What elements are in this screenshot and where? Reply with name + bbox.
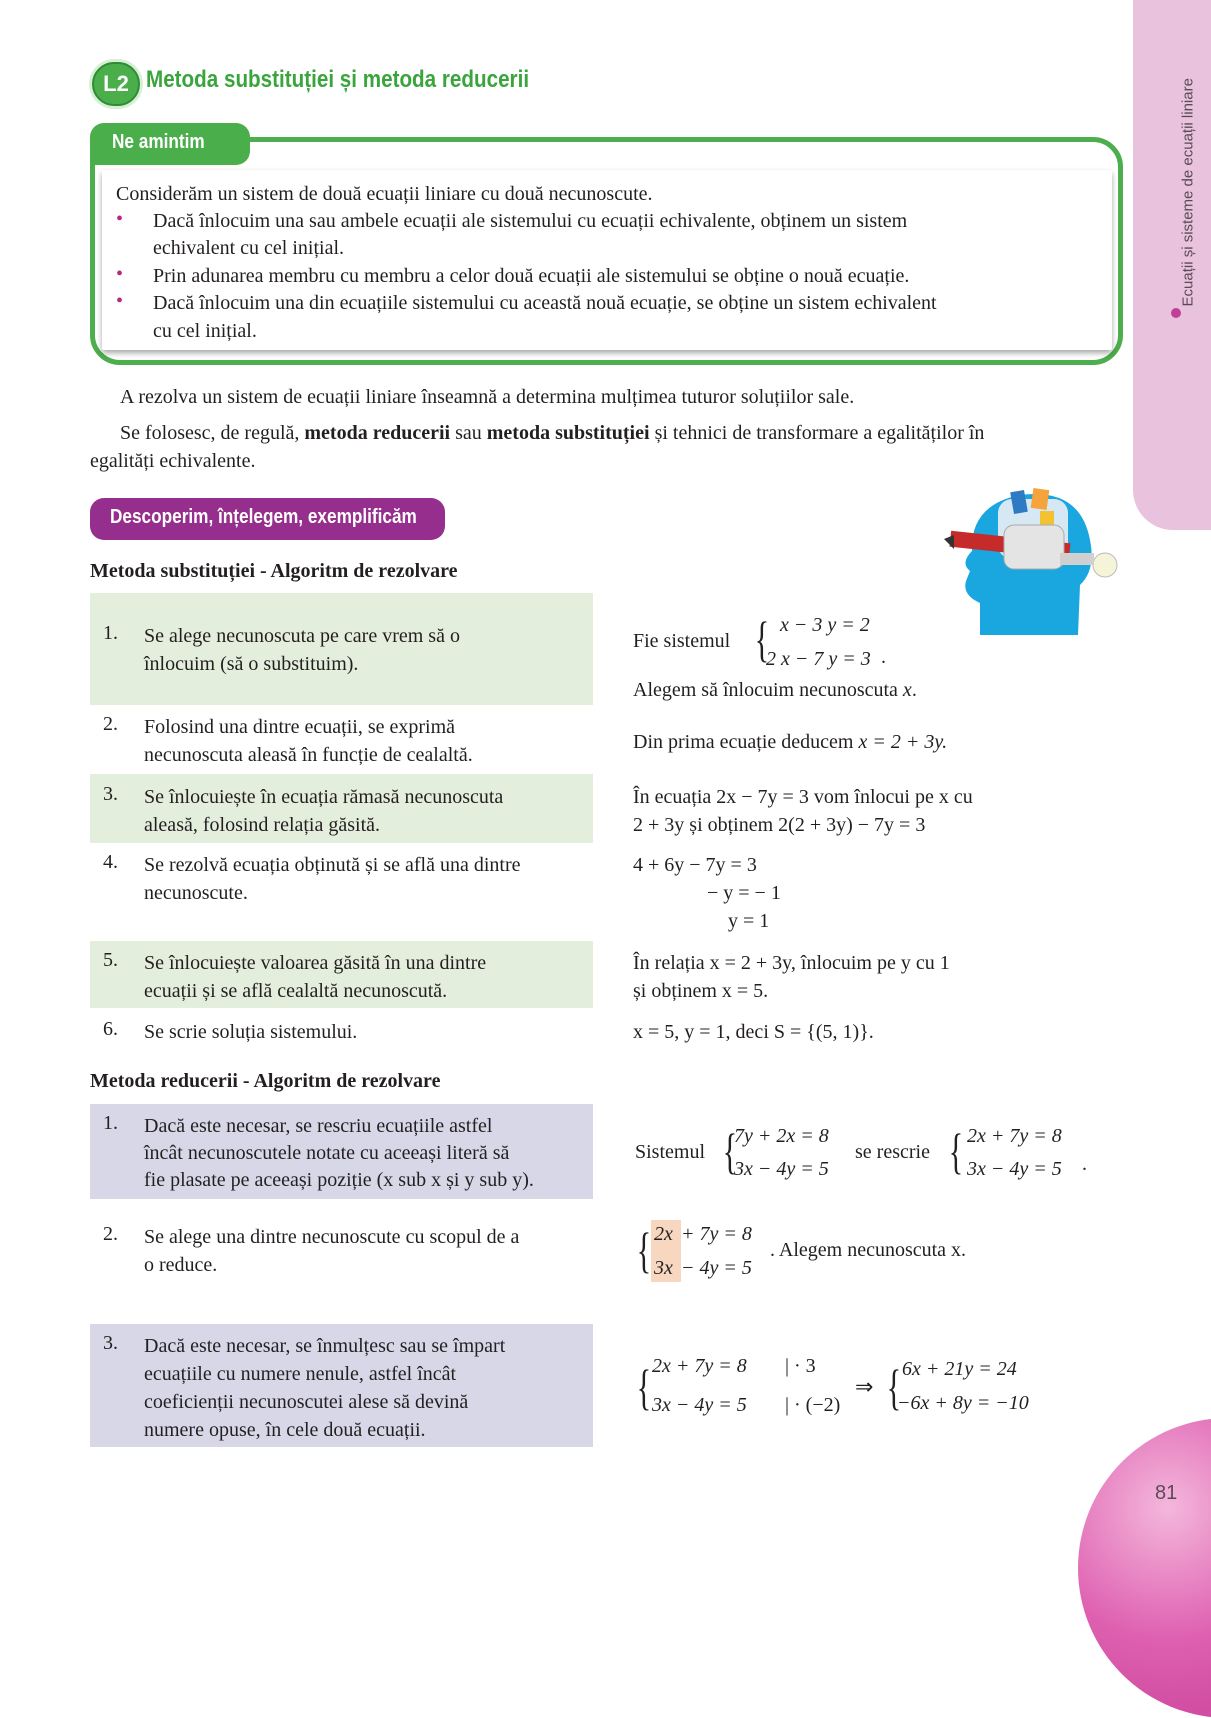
step-number: 6.	[103, 1018, 118, 1040]
bullet-icon: •	[116, 208, 124, 230]
choice-text: . Alegem necunoscuta x.	[770, 1239, 967, 1261]
solution-text: x = 5, y = 1, deci S = {(5, 1)}.	[633, 1021, 874, 1043]
recall-bullet-3-line2: cu cel inițial.	[153, 320, 257, 342]
step-text: coeficienții necunoscutei alese să devină	[144, 1391, 469, 1413]
step-text: Dacă este necesar, se înmulțesc sau se împart	[144, 1335, 506, 1357]
implies-arrow-icon: ⇒	[855, 1374, 874, 1399]
head-pencil-illustration	[940, 485, 1125, 640]
reduction-heading: Metoda reducerii - Algoritm de rezolvare	[90, 1070, 441, 1092]
step-text: Se scrie soluția sistemului.	[144, 1021, 358, 1043]
step-text: numere opuse, în cele două ecuații.	[144, 1419, 426, 1441]
substitution-text: În ecuația 2x − 7y = 3 vom înlocui pe x cu	[633, 786, 973, 808]
punctuation: .	[1082, 1153, 1087, 1175]
brace-icon: {	[886, 1359, 902, 1415]
step-text: aleasă, folosind relația găsită.	[144, 814, 381, 836]
discover-tab: Descoperim, înțelegem, exemplificăm	[90, 498, 445, 540]
step-number: 2.	[103, 1223, 118, 1245]
step-text: ecuațiile cu numere nenule, astfel încât	[144, 1363, 457, 1385]
equation: 2x + 7y = 8	[652, 1355, 747, 1377]
bullet-icon: •	[116, 263, 124, 285]
substitution-heading: Metoda substituției - Algoritm de rezolvare	[90, 560, 458, 582]
equation: 3x − 4y = 5	[734, 1158, 829, 1180]
solve-line: − y = − 1	[707, 882, 781, 904]
equation: − 4y = 5	[681, 1257, 752, 1279]
equation: 3x − 4y = 5	[967, 1158, 1062, 1180]
corner-decoration	[1078, 1418, 1211, 1718]
equation: + 7y = 8	[681, 1223, 752, 1245]
step-text: fie plasate pe aceeași poziție (x sub x și y sub y).	[144, 1169, 534, 1191]
intro-paragraph-1: A rezolva un sistem de ecuații liniare înseamnă a determina mulțimea tuturor soluțiilor sale.	[120, 386, 855, 408]
step-text: Se înlocuiește în ecuația rămasă necunoscuta	[144, 786, 504, 808]
step-text: necunoscute.	[144, 882, 248, 904]
step-text: ecuații și se află cealaltă necunoscută.	[144, 980, 448, 1002]
back-substitution-text: și obținem x = 5.	[633, 980, 769, 1002]
page-title: Metoda substituției și metoda reducerii	[146, 66, 530, 93]
bullet-icon: •	[116, 290, 124, 312]
substitution-text: 2 + 3y și obținem 2(2 + 3y) − 7y = 3	[633, 814, 926, 836]
chapter-side-tab	[1133, 0, 1211, 530]
punctuation: .	[881, 646, 886, 668]
side-bullet-dot	[1171, 308, 1181, 318]
recall-bullet-3-line1: Dacă înlocuim una din ecuațiile sistemului cu această nouă ecuație, se obține un sistem echivalent	[153, 292, 937, 314]
brace-icon: {	[636, 1359, 652, 1415]
multiplier: | · (−2)	[785, 1394, 841, 1416]
chapter-side-label: Ecuații și sisteme de ecuații liniare	[1179, 78, 1197, 307]
recall-tab: Ne amintim	[90, 123, 250, 165]
brace-icon: {	[754, 611, 770, 667]
back-substitution-text: În relația x = 2 + 3y, înlocuim pe y cu 1	[633, 952, 950, 974]
equation: 6x + 21y = 24	[902, 1358, 1017, 1380]
highlighted-term: 2x	[654, 1223, 673, 1245]
equation: x − 3 y = 2	[780, 614, 870, 636]
step-number: 3.	[103, 1332, 118, 1354]
equation: 3x − 4y = 5	[652, 1394, 747, 1416]
recall-bullet-1-line1: Dacă înlocuim una sau ambele ecuații ale sistemului cu ecuații echivalente, obținem un sistem	[153, 210, 908, 232]
step-number: 1.	[103, 622, 118, 644]
choice-text: Alegem să înlocuim necunoscuta x.	[633, 679, 917, 701]
step-text: încât necunoscutele notate cu aceeași literă să	[144, 1142, 510, 1164]
solve-line: 4 + 6y − 7y = 3	[633, 854, 757, 876]
step-number: 4.	[103, 851, 118, 873]
equation: 2x + 7y = 8	[967, 1125, 1062, 1147]
brace-icon: {	[722, 1123, 738, 1179]
system-label: Fie sistemul	[633, 630, 731, 652]
equation: 7y + 2x = 8	[734, 1125, 829, 1147]
intro-paragraph-2-line2: egalități echivalente.	[90, 450, 256, 472]
step-text: Dacă este necesar, se rescriu ecuațiile astfel	[144, 1115, 493, 1137]
step-text: Folosind una dintre ecuații, se exprimă	[144, 716, 456, 738]
recall-bullet-2: Prin adunarea membru cu membru a celor două ecuații ale sistemului se obține o nouă ecuație.	[153, 265, 910, 287]
step-text: Se rezolvă ecuația obținută și se află una dintre	[144, 854, 521, 876]
solve-line: y = 1	[728, 910, 770, 932]
page-number: 81	[1155, 1482, 1178, 1504]
step-number: 1.	[103, 1112, 118, 1134]
lesson-badge: L2	[92, 62, 140, 106]
brace-icon: {	[948, 1123, 964, 1179]
recall-intro: Considerăm un sistem de două ecuații liniare cu două necunoscute.	[116, 183, 653, 205]
intro-paragraph-2: Se folosesc, de regulă, metoda reducerii sau metoda substituției și tehnici de transformare a egalităților în	[120, 422, 985, 444]
highlighted-term: 3x	[654, 1257, 673, 1279]
deduction-text: Din prima ecuație deducem x = 2 + 3y.	[633, 731, 948, 753]
step-text: Se înlocuiește valoarea găsită în una dintre	[144, 952, 487, 974]
step-number: 3.	[103, 783, 118, 805]
system-label: Sistemul	[635, 1141, 706, 1163]
rewrite-label: se rescrie	[855, 1141, 930, 1163]
multiplier: | · 3	[785, 1355, 816, 1377]
step-text: o reduce.	[144, 1254, 218, 1276]
equation: −6x + 8y = −10	[897, 1392, 1029, 1414]
step-text: înlocuim (să o substituim).	[144, 653, 359, 675]
brace-icon: {	[636, 1222, 652, 1278]
step-text: Se alege necunoscuta pe care vrem să o	[144, 625, 460, 647]
recall-bullet-1-line2: echivalent cu cel inițial.	[153, 237, 345, 259]
step-text: Se alege una dintre necunoscute cu scopul de a	[144, 1226, 520, 1248]
step-number: 5.	[103, 949, 118, 971]
step-text: necunoscuta aleasă în funcție de cealaltă.	[144, 744, 473, 766]
step-number: 2.	[103, 713, 118, 735]
equation: 2 x − 7 y = 3	[766, 648, 871, 670]
